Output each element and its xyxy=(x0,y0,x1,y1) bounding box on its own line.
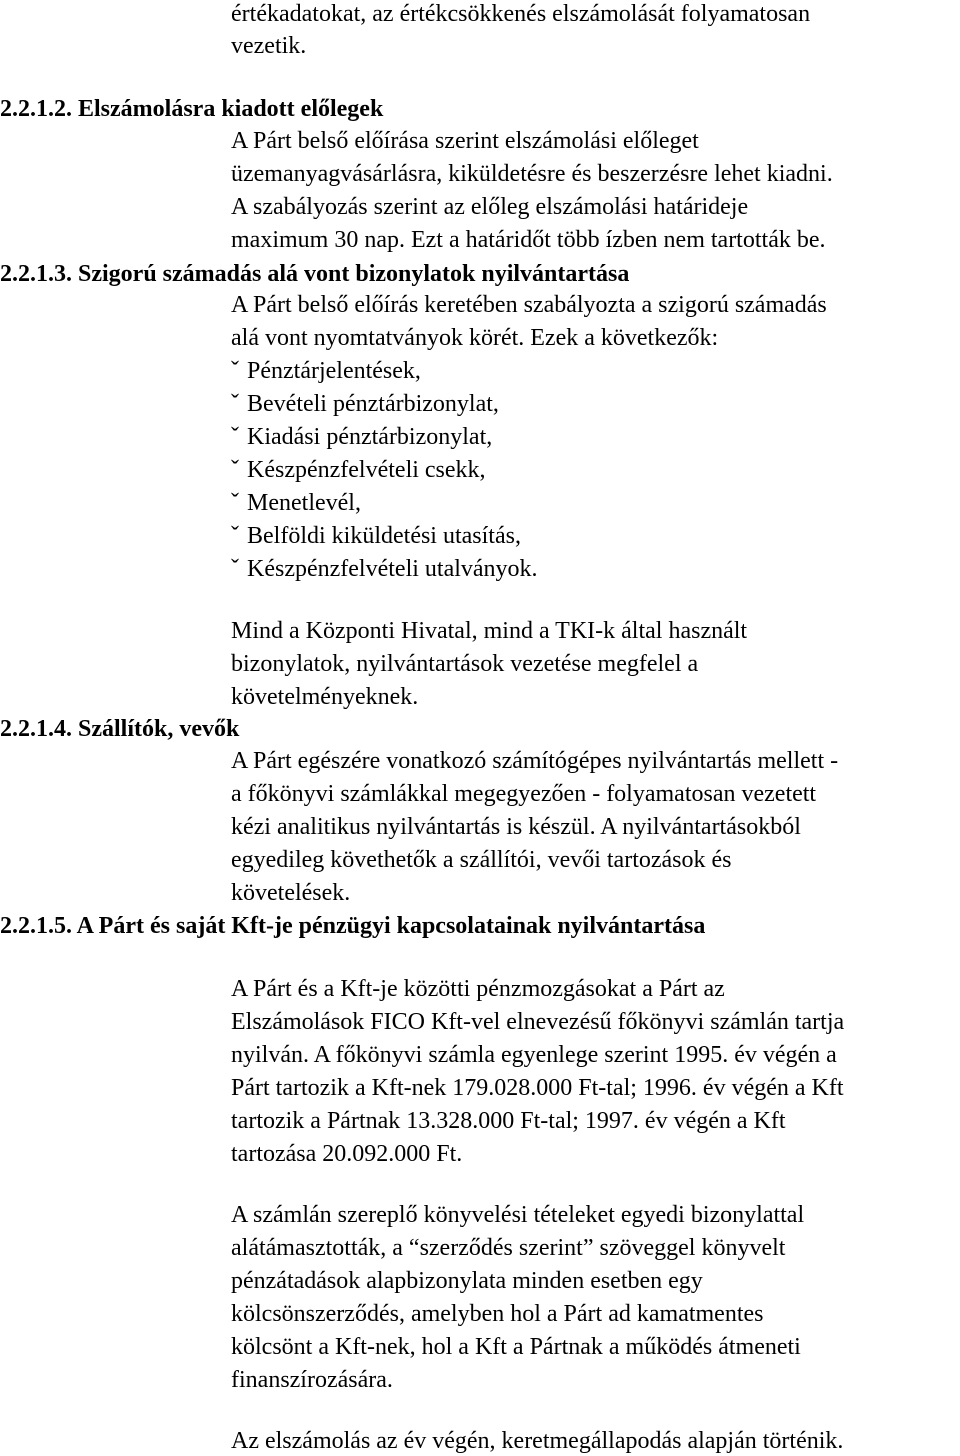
bullet-marker: ˇ xyxy=(231,523,239,549)
paragraph-line: tartozik a Pártnak 13.328.000 Ft-tal; 1997. év végén a Kft xyxy=(231,1108,786,1134)
list-item: ˇ Belföldi kiküldetési utasítás, xyxy=(231,523,521,549)
bullet-marker: ˇ xyxy=(231,424,239,450)
paragraph-line: nyilván. A főkönyvi számla egyenlege szerint 1995. év végén a xyxy=(231,1042,837,1068)
paragraph-line: maximum 30 nap. Ezt a határidőt több ízben nem tartották be. xyxy=(231,227,826,253)
list-item: ˇ Pénztárjelentések, xyxy=(231,358,421,384)
paragraph-line: A Párt belső előírása szerint elszámolási előleget xyxy=(231,128,699,154)
paragraph-line: követelések. xyxy=(231,880,351,906)
paragraph-line: a főkönyvi számlákkal megegyezően - folyamatosan vezetett xyxy=(231,781,817,807)
paragraph-line: pénzátadások alapbizonylata minden esetben egy xyxy=(231,1268,703,1294)
section-heading-2-2-1-2: 2.2.1.2. Elszámolásra kiadott előlegek xyxy=(0,96,384,122)
intro-line: vezetik. xyxy=(231,33,307,59)
paragraph-line: alátámasztották, a “szerződés szerint” szöveggel könyvelt xyxy=(231,1235,786,1261)
list-item: ˇ Kiadási pénztárbizonylat, xyxy=(231,424,493,450)
section-heading-2-2-1-4: 2.2.1.4. Szállítók, vevők xyxy=(0,716,240,742)
paragraph-line: Az elszámolás az év végén, keretmegállapodás alapján történik. xyxy=(231,1428,844,1454)
section-heading-2-2-1-5: 2.2.1.5. A Párt és saját Kft-je pénzügyi kapcsolatainak nyilvántartása xyxy=(0,913,706,939)
paragraph-line: Elszámolások FICO Kft-vel elnevezésű főkönyvi számlán tartja xyxy=(231,1009,845,1035)
paragraph-line: kölcsönt a Kft-nek, hol a Kft a Pártnak a működés átmeneti xyxy=(231,1334,801,1360)
paragraph-line: követelményeknek. xyxy=(231,684,419,710)
paragraph-line: tartozása 20.092.000 Ft. xyxy=(231,1141,463,1167)
paragraph-line: finanszírozására. xyxy=(231,1367,393,1393)
section-heading-2-2-1-3: 2.2.1.3. Szigorú számadás alá vont bizonylatok nyilvántartása xyxy=(0,261,630,287)
list-item: ˇ Bevételi pénztárbizonylat, xyxy=(231,391,499,417)
bullet-marker: ˇ xyxy=(231,457,239,483)
paragraph-line: kézi analitikus nyilvántartás is készül. A nyilvántartásokból xyxy=(231,814,801,840)
paragraph-line: A Párt és a Kft-je közötti pénzmozgásokat a Párt az xyxy=(231,976,725,1002)
bullet-marker: ˇ xyxy=(231,391,239,417)
paragraph-line: alá vont nyomtatványok körét. Ezek a következők: xyxy=(231,325,719,351)
paragraph-line: kölcsönszerződés, amelyben hol a Párt ad kamatmentes xyxy=(231,1301,764,1327)
bullet-marker: ˇ xyxy=(231,490,239,516)
paragraph-line: A számlán szereplő könyvelési tételeket egyedi bizonylattal xyxy=(231,1202,805,1228)
list-item: ˇ Készpénzfelvételi utalványok. xyxy=(231,556,538,582)
paragraph-line: A Párt egészére vonatkozó számítógépes nyilvántartás mellett - xyxy=(231,748,839,774)
paragraph-line: Párt tartozik a Kft-nek 179.028.000 Ft-tal; 1996. év végén a Kft xyxy=(231,1075,844,1101)
paragraph-line: üzemanyagvásárlásra, kiküldetésre és beszerzésre lehet kiadni. xyxy=(231,161,833,187)
bullet-marker: ˇ xyxy=(231,358,239,384)
bullet-marker: ˇ xyxy=(231,556,239,582)
paragraph-line: Mind a Központi Hivatal, mind a TKI-k által használt xyxy=(231,618,748,644)
paragraph-line: egyedileg követhetők a szállítói, vevői tartozások és xyxy=(231,847,732,873)
intro-line: értékadatokat, az értékcsökkenés elszámolását folyamatosan xyxy=(231,1,811,27)
paragraph-line: A Párt belső előírás keretében szabályozta a szigorú számadás xyxy=(231,292,827,318)
list-item: ˇ Menetlevél, xyxy=(231,490,361,516)
paragraph-line: A szabályozás szerint az előleg elszámolási határideje xyxy=(231,194,749,220)
paragraph-line: bizonylatok, nyilvántartások vezetése megfelel a xyxy=(231,651,699,677)
list-item: ˇ Készpénzfelvételi csekk, xyxy=(231,457,486,483)
